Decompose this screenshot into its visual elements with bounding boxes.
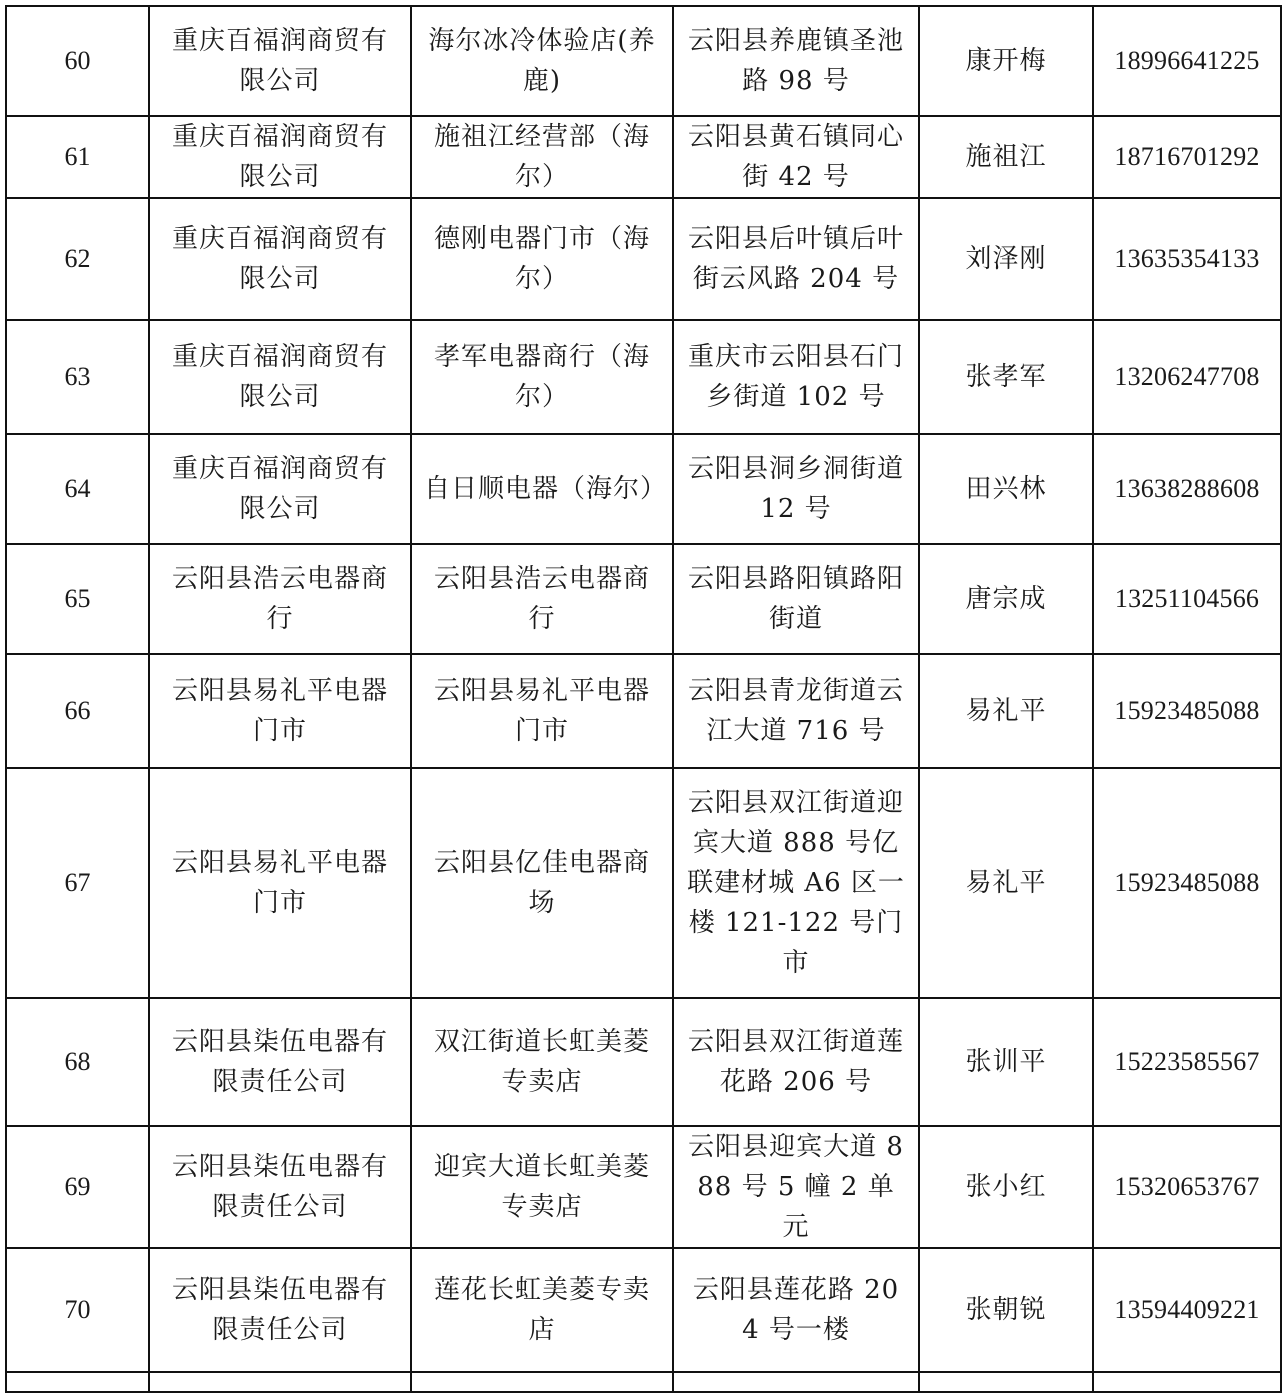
table-row bbox=[6, 1126, 1281, 1248]
table-row bbox=[6, 768, 1281, 998]
store-name: 迎宾大道长虹美菱专卖店 bbox=[411, 1126, 673, 1248]
store-address: 云阳县洞乡洞街道 12 号 bbox=[673, 434, 919, 544]
phone-number: 13251104566 bbox=[1093, 544, 1281, 654]
row-number: 68 bbox=[6, 998, 149, 1126]
table-row bbox=[6, 998, 1281, 1126]
store-name: 云阳县易礼平电器门市 bbox=[411, 654, 673, 768]
store-name: 双江街道长虹美菱专卖店 bbox=[411, 998, 673, 1126]
company-name: 重庆百福润商贸有限公司 bbox=[149, 198, 411, 320]
store-address: 云阳县后叶镇后叶街云风路 204 号 bbox=[673, 198, 919, 320]
phone-number: 15923485088 bbox=[1093, 654, 1281, 768]
phone-number: 13635354133 bbox=[1093, 198, 1281, 320]
phone-number: 13206247708 bbox=[1093, 320, 1281, 434]
row-number: 64 bbox=[6, 434, 149, 544]
contact-person: 张小红 bbox=[919, 1126, 1093, 1248]
contact-person: 张训平 bbox=[919, 998, 1093, 1126]
empty-cell bbox=[919, 1372, 1093, 1392]
table-row bbox=[6, 544, 1281, 654]
contact-person: 易礼平 bbox=[919, 768, 1093, 998]
row-number: 70 bbox=[6, 1248, 149, 1372]
store-name: 孝军电器商行（海尔） bbox=[411, 320, 673, 434]
store-address: 重庆市云阳县石门乡街道 102 号 bbox=[673, 320, 919, 434]
table-row bbox=[6, 116, 1281, 198]
phone-number: 15223585567 bbox=[1093, 998, 1281, 1126]
contact-person: 田兴林 bbox=[919, 434, 1093, 544]
company-name: 重庆百福润商贸有限公司 bbox=[149, 434, 411, 544]
store-address: 云阳县双江街道迎宾大道 888 号亿联建材城 A6 区一楼 121-122 号门市 bbox=[673, 768, 919, 998]
contact-person: 易礼平 bbox=[919, 654, 1093, 768]
row-number: 63 bbox=[6, 320, 149, 434]
contact-person: 唐宗成 bbox=[919, 544, 1093, 654]
empty-cell bbox=[149, 1372, 411, 1392]
store-address: 云阳县双江街道莲花路 206 号 bbox=[673, 998, 919, 1126]
phone-number: 13594409221 bbox=[1093, 1248, 1281, 1372]
company-name: 重庆百福润商贸有限公司 bbox=[149, 320, 411, 434]
phone-number: 18996641225 bbox=[1093, 6, 1281, 116]
table-row bbox=[6, 198, 1281, 320]
store-address: 云阳县迎宾大道 888 号 5 幢 2 单元 bbox=[673, 1126, 919, 1248]
store-name: 海尔冰冷体验店(养鹿) bbox=[411, 6, 673, 116]
store-name: 云阳县浩云电器商行 bbox=[411, 544, 673, 654]
company-name: 云阳县浩云电器商行 bbox=[149, 544, 411, 654]
phone-number: 15320653767 bbox=[1093, 1126, 1281, 1248]
store-address: 云阳县青龙街道云江大道 716 号 bbox=[673, 654, 919, 768]
store-list-table bbox=[5, 5, 1282, 1393]
store-name: 莲花长虹美菱专卖店 bbox=[411, 1248, 673, 1372]
empty-cell bbox=[6, 1372, 149, 1392]
company-name: 重庆百福润商贸有限公司 bbox=[149, 116, 411, 198]
row-number: 66 bbox=[6, 654, 149, 768]
contact-person: 康开梅 bbox=[919, 6, 1093, 116]
table-row-partial bbox=[6, 1372, 1281, 1392]
contact-person: 张孝军 bbox=[919, 320, 1093, 434]
table-row bbox=[6, 320, 1281, 434]
table-row bbox=[6, 654, 1281, 768]
phone-number: 13638288608 bbox=[1093, 434, 1281, 544]
company-name: 云阳县柒伍电器有限责任公司 bbox=[149, 1248, 411, 1372]
empty-cell bbox=[1093, 1372, 1281, 1392]
phone-number: 15923485088 bbox=[1093, 768, 1281, 998]
contact-person: 施祖江 bbox=[919, 116, 1093, 198]
contact-person: 刘泽刚 bbox=[919, 198, 1093, 320]
store-address: 云阳县路阳镇路阳街道 bbox=[673, 544, 919, 654]
company-name: 云阳县柒伍电器有限责任公司 bbox=[149, 998, 411, 1126]
row-number: 65 bbox=[6, 544, 149, 654]
company-name: 重庆百福润商贸有限公司 bbox=[149, 6, 411, 116]
row-number: 62 bbox=[6, 198, 149, 320]
table-row bbox=[6, 1248, 1281, 1372]
store-name: 施祖江经营部（海尔） bbox=[411, 116, 673, 198]
store-address: 云阳县黄石镇同心街 42 号 bbox=[673, 116, 919, 198]
table-row bbox=[6, 6, 1281, 116]
store-name: 自日顺电器（海尔） bbox=[411, 434, 673, 544]
empty-cell bbox=[411, 1372, 673, 1392]
company-name: 云阳县易礼平电器门市 bbox=[149, 768, 411, 998]
phone-number: 18716701292 bbox=[1093, 116, 1281, 198]
table-row bbox=[6, 434, 1281, 544]
row-number: 67 bbox=[6, 768, 149, 998]
contact-person: 张朝锐 bbox=[919, 1248, 1093, 1372]
empty-cell bbox=[673, 1372, 919, 1392]
row-number: 61 bbox=[6, 116, 149, 198]
store-name: 云阳县亿佳电器商场 bbox=[411, 768, 673, 998]
row-number: 60 bbox=[6, 6, 149, 116]
store-name: 德刚电器门市（海尔） bbox=[411, 198, 673, 320]
store-address: 云阳县莲花路 204 号一楼 bbox=[673, 1248, 919, 1372]
store-address: 云阳县养鹿镇圣池路 98 号 bbox=[673, 6, 919, 116]
company-name: 云阳县易礼平电器门市 bbox=[149, 654, 411, 768]
row-number: 69 bbox=[6, 1126, 149, 1248]
company-name: 云阳县柒伍电器有限责任公司 bbox=[149, 1126, 411, 1248]
